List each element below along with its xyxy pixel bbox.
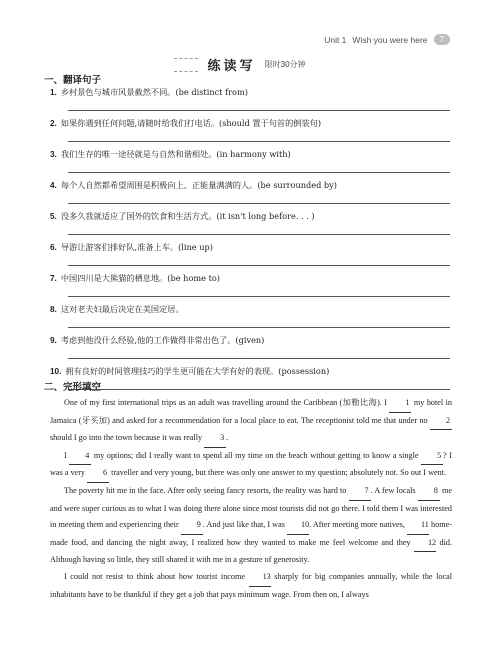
passage-text: ? I was a very [50,450,452,478]
answer-line[interactable] [68,296,450,297]
answer-line[interactable] [68,234,450,235]
cloze-blank[interactable]: 4 [69,448,91,466]
passage-text: should I go into the town because it was really [50,433,205,443]
translation-item [50,303,450,334]
item-prompt: 这对老夫妇最后决定在美国定居。 [60,304,184,314]
translation-item [50,117,450,148]
cloze-blank[interactable]: 5 [421,448,443,466]
passage-text: . After meeting more natives, [309,520,407,530]
passage-text: home-made food, and dancing the night away, I realized how they wanted to make me feel welcome and they [50,520,452,547]
item-prompt: 如果你遇到任何问题,请随时给我们打电话。(should 置于句首的倒装句) [60,118,322,128]
banner-title: 练读写 [207,59,256,74]
item-prompt: 没多久我就适应了国外的饮食和生活方式。(it isn't long before. . . ) [60,211,315,221]
item-number: 8. [50,305,57,314]
translation-item [50,241,450,272]
cloze-blank[interactable]: 1 [389,395,411,413]
item-number: 9. [50,336,57,345]
item-prompt: 我们生存的唯一途径就是与自然和谐相处。(in harmony with) [60,149,291,159]
unit-label: Unit 1 [324,34,347,45]
cloze-blank[interactable]: 13 [249,569,271,587]
page-number-badge: 7 [434,34,450,45]
translation-list [50,86,450,396]
exercise-banner [0,54,480,74]
answer-line[interactable] [68,203,450,204]
passage-text: my hotel in Jamaica (牙买加) and asked for a recommendation for a local place to eat. The receptionist told me that under no [50,398,452,425]
translation-item [50,365,450,396]
item-number: 6. [50,243,57,252]
passage-text: I could not resist to think about how tourist income [64,571,249,581]
translation-item [50,148,450,179]
section-heading-cloze: 二、完形填空 [44,382,102,393]
cloze-blank[interactable]: 3 [204,430,226,448]
cloze-blank[interactable]: 10 [287,517,309,535]
item-number: 10. [50,367,62,376]
answer-line[interactable] [68,265,450,266]
section-heading-translation: 一、翻译句子 [44,75,102,86]
time-limit: 限时30分钟 [264,60,306,69]
passage-text: sharply for big companies annually, while the local inhabitants have to be thankful if they get a job that pays minimum wage. From then on, I always [50,571,452,599]
translation-item [50,179,450,210]
item-prompt: 中国四川是大熊猫的栖息地。(be home to) [60,273,220,283]
translation-item [50,334,450,365]
passage-text: . [226,433,229,443]
answer-line[interactable] [68,327,450,328]
passage-text: did. Although having so little, they still shared it with me in a gesture of generosity. [50,537,452,565]
cloze-blank[interactable]: 11 [407,517,429,535]
cloze-blank[interactable]: 2 [430,413,452,431]
passage-text: me and were super curious as to what I was doing there alone since most tourists did not go there. I told them I was interested in meeting them and experiencing their [50,485,452,530]
cloze-blank[interactable]: 8 [418,483,440,501]
answer-line[interactable] [68,358,450,359]
passage-text: my options; did I really want to spend all my time on the beach without getting to know a single [91,450,422,460]
item-number: 4. [50,181,57,190]
answer-line[interactable] [68,141,450,142]
passage-text: The poverty hit me in the face. After only seeing fancy resorts, the reality was hard to [64,485,349,495]
cloze-blank[interactable]: 7 [349,483,371,501]
passage-paragraph [50,448,452,483]
item-prompt: 考虑到他没什么经验,他的工作做得非常出色了。(given) [60,335,265,345]
item-prompt: 每个人自然都希望周围是积极向上、正能量满满的人。(be surrounded by) [60,180,337,190]
answer-line[interactable] [68,110,450,111]
item-number: 5. [50,212,57,221]
answer-line[interactable] [68,389,450,390]
item-prompt: 导游让游客们排好队,准备上车。(line up) [60,242,213,252]
translation-item [50,272,450,303]
item-number: 3. [50,150,57,159]
banner-decoration-icon [174,58,198,72]
item-prompt: 乡村景色与城市风景截然不同。(be distinct from) [60,87,248,97]
passage-text: I [64,450,70,460]
unit-title: Wish you were here [352,34,428,45]
cloze-blank[interactable]: 9 [181,517,203,535]
cloze-passage [50,395,452,603]
passage-text: traveller and very young, but there was only one answer to my question; absolutely not. So out I went. [109,468,447,478]
translation-item [50,210,450,241]
passage-text: One of my first international trips as an adult was travelling around the Caribbean (加勒比海). I [64,398,390,407]
cloze-blank[interactable]: 12 [414,535,436,553]
item-number: 7. [50,274,57,283]
passage-paragraph [50,483,452,569]
item-prompt: 拥有良好的时间管理技巧的学生更可能在大学有好的表现。(possession) [65,366,330,376]
page-header [324,34,450,45]
passage-text: . And just like that, I was [202,520,288,530]
passage-text: . A few locals [370,485,418,495]
passage-paragraph [50,569,452,603]
item-number: 2. [50,119,57,128]
item-number: 1. [50,88,57,97]
passage-paragraph [50,395,452,448]
answer-line[interactable] [68,172,450,173]
cloze-blank[interactable]: 6 [87,465,109,483]
translation-item [50,86,450,117]
